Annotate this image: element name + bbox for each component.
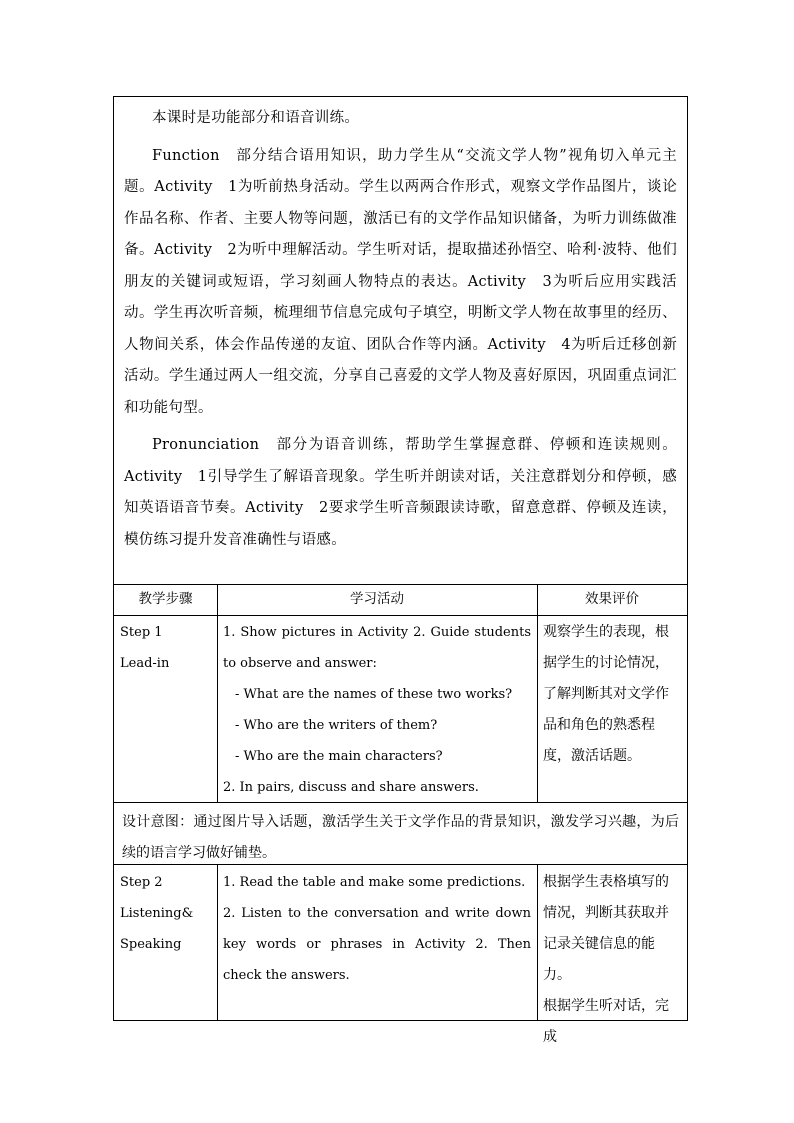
step2-activities [217, 867, 537, 991]
intro-paragraph-3: Pronunciation 部分为语音训练，帮助学生掌握意群、停顿和连读规则。Activity 1引导学生了解语音现象。学生听并朗读对话，关注意群划分和停顿，感知英语语音节奏。Activity 2要求学生听音频跟读诗歌，留意意群、停顿及连读，模仿练习提升发音准确性与语感。 [124, 437, 677, 548]
header-learning-activities: 学习活动 [350, 591, 404, 607]
step2-activity-2: 2. Listen to the conversation and write down key words or phrases in Activity 2. Then check the answers. [223, 906, 531, 983]
intro-paragraph-2: Function 部分结合语用知识，助力学生从“交流文学人物”视角切入单元主题。Activity 1为听前热身活动。学生以两两合作形式，观察文学作品图片，谈论作品名称、作者、主要人物等问题，激活已有的文学作品知识储备，为听力训练做准备。Activity 2为听中理解活动。学生听对话，提取描述孙悟空、哈利·波特、他们朋友的关键词或短语，学习刻画人物特点的表达。Activity 3为听后应用实践活动。学生再次听音频，梳理细节信息完成句子填空，明断文学人物在故事里的经历、人物间关系，体会作品传递的友谊、团队合作等内涵。Activity 4为听后迁移创新活动。学生通过两人一组交流，分享自己喜爱的文学人物及喜好原因，巩固重点词汇和功能句型。 [124, 147, 677, 416]
step1-number: Step 1 [120, 625, 163, 640]
intro-paragraph-1: 本课时是功能部分和语音训练。 [152, 110, 360, 126]
step1-question-1: - What are the names of these two works? [235, 687, 513, 702]
step2-number: Step 2 [120, 875, 163, 890]
step2-label [114, 867, 217, 960]
step2-evaluation-2: 根据学生听对话，完成 [543, 998, 669, 1045]
step1-question-2: - Who are the writers of them? [235, 718, 438, 733]
step1-question-3: - Who are the main characters? [235, 749, 443, 764]
design-intent-1: 设计意图：通过图片导入话题，激活学生关于文学作品的背景知识，激发学习兴趣，为后续的语言学习做好铺垫。 [122, 814, 679, 861]
divider-header-bottom [114, 615, 687, 616]
intro-section [114, 97, 687, 585]
step1-label [114, 617, 217, 679]
document-table [113, 96, 688, 1045]
step2-name-line1: Listening& [120, 906, 194, 921]
step1-evaluation: 观察学生的表现，根据学生的讨论情况，了解判断其对文学作品和角色的熟悉程度，激活话题。 [543, 624, 669, 764]
header-evaluation: 效果评价 [585, 591, 639, 607]
step1-activities [217, 617, 537, 803]
header-teaching-steps: 教学步骤 [138, 591, 193, 607]
step2-activity-1: 1. Read the table and make some predictions. [223, 875, 526, 890]
step2-evaluation-1: 根据学生表格填写的情况，判断其获取并记录关键信息的能力。 [543, 874, 669, 983]
step1-activity-1: 1. Show pictures in Activity 2. Guide students to observe and answer: [223, 625, 531, 671]
step1-name: Lead-in [120, 656, 170, 671]
step1-activity-2: 2. In pairs, discuss and share answers. [223, 780, 479, 795]
step2-name-line2: Speaking [120, 937, 182, 952]
